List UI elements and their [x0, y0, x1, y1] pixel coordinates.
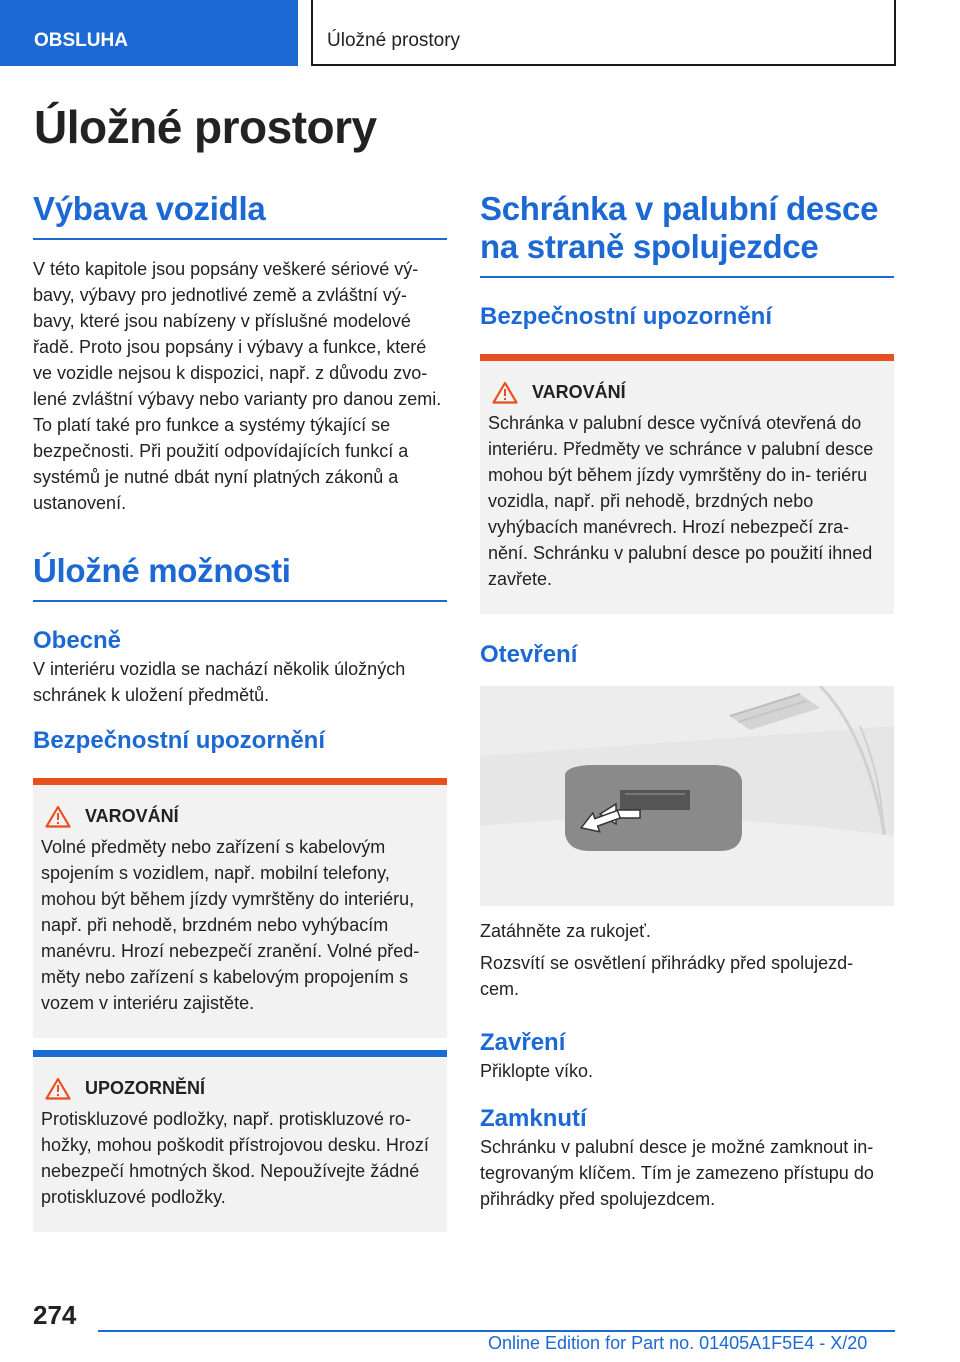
lock-text: Schránku v palubní desce je možné zamknout in‐ tegrovaným klíčem. Tím je zamezeno přístupu do přihrádky před spolujezdcem. — [480, 1137, 874, 1209]
notice-triangle-icon — [45, 1077, 71, 1100]
warning-triangle-icon — [492, 381, 518, 404]
general-text: V interiéru vozidla se nachází několik úložných schránek k uložení předmětů. — [33, 659, 406, 705]
heading-open: Otevření — [480, 641, 578, 668]
left-column — [33, 190, 447, 1232]
heading-glovebox: Schránka v palubní desce na straně spolujezdce — [480, 190, 894, 278]
header-section-tab: OBSLUHA — [0, 0, 298, 66]
footer-edition: Online Edition for Part no. 01405A1F5E4 - X/20 — [488, 1333, 868, 1353]
warning-text: Volné předměty nebo zařízení s kabelovým spojením s vozidlem, např. mobilní telefony, mohou být během jízdy vymrštěny do interiéru, např. při nehodě, brzdném nebo vyhýbacím manévru. Hrozí nebezpečí zranění. Volné před‐ měty nebo zařízení s kabelovým propojením s vozem v interiéru zajistěte. — [41, 837, 420, 1013]
equipment-text: V této kapitole jsou popsány veškeré sériové vý‐ bavy, výbavy pro jednotlivé země a zvláštní vý‐ bavy, které jsou nabízeny v příslušné modelové řadě. Proto jsou popsány i výbavy a funkce, které ve vozidle nejsou k dispozici, např. z důvodu zvo‐ lené zvláštní výbavy nebo varianty pro danou zemi. To platí také pro funkce a systémy týkající se bezpečnosti. Při použití odpovídajících funkcí a systémů je nutné dbát nyní platných zákonů a ustanovení. — [33, 259, 442, 513]
open-step-1: Zatáhněte za rukojeť. — [480, 921, 651, 941]
warning-box-2 — [480, 354, 894, 614]
heading-safety-left: Bezpečnostní upozornění — [33, 727, 326, 754]
heading-lock: Zamknutí — [480, 1105, 587, 1132]
page-number: 274 — [33, 1300, 77, 1330]
header-chapter-tab: Úložné prostory — [311, 0, 896, 66]
warning-text: Schránka v palubní desce vyčnívá otevřená do interiéru. Předměty ve schránce v palubní desce mohou být během jízdy vymrštěny do in‐ teriéru vozidla, např. při nehodě, brzdných nebo vyhýbacích manévrech. Hrozí nebezpečí zra‐ nění. Schránku v palubní desce po použití ihned zavřete. — [488, 413, 874, 589]
heading-safety-right: Bezpečnostní upozornění — [480, 303, 773, 330]
right-column — [480, 190, 894, 1212]
notice-text: Protiskluzové podložky, např. protiskluzové ro‐ hožky, mohou poškodit přístrojovou desku. Hrozí nebezpečí hmotných škod. Nepoužívejte žádné protiskluzové podložky. — [41, 1109, 429, 1207]
warning-title: VAROVÁNÍ — [85, 806, 179, 826]
notice-box — [33, 1050, 447, 1232]
heading-general: Obecně — [33, 627, 122, 654]
close-text: Přiklopte víko. — [480, 1061, 594, 1081]
warning-title: VAROVÁNÍ — [532, 382, 626, 402]
heading-close: Zavření — [480, 1029, 566, 1056]
warning-box-1 — [33, 778, 447, 1038]
notice-title: UPOZORNĚNÍ — [85, 1078, 206, 1098]
heading-equipment: Výbava vozidla — [33, 190, 447, 240]
footer-divider — [98, 1330, 895, 1332]
glovebox-photo — [480, 686, 894, 906]
page-title: Úložné prostory — [34, 101, 377, 153]
heading-storage: Úložné možnosti — [33, 552, 447, 602]
warning-triangle-icon — [45, 805, 71, 828]
open-step-2: Rozsvítí se osvětlení přihrádky před spolujezd‐ cem. — [480, 953, 854, 999]
